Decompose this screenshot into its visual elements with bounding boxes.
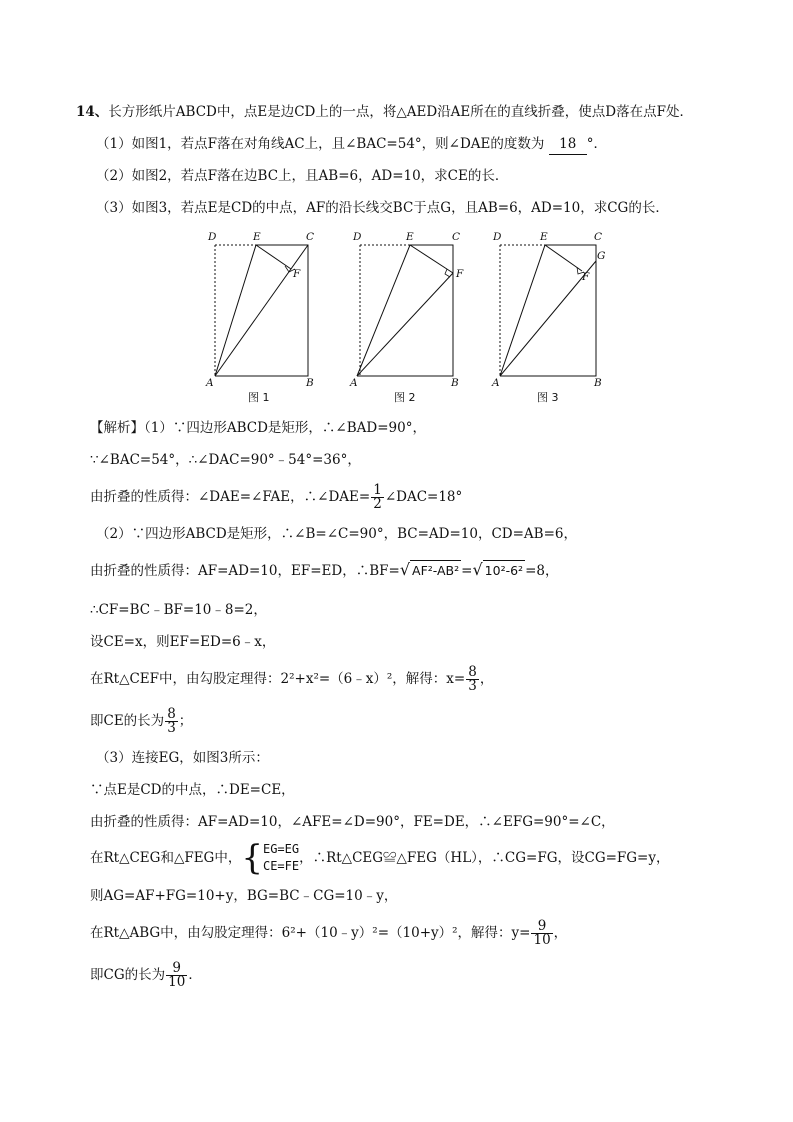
- sqrt-expression-2: 10²-6²: [483, 560, 525, 581]
- fig3-label-a: A: [492, 377, 500, 389]
- fig3-label-d: D: [493, 231, 502, 243]
- fig1-label-d: D: [208, 231, 217, 243]
- solution-1c-post: ∠DAC=18°: [384, 489, 463, 505]
- problem-number: 14、: [76, 104, 109, 120]
- fraction-eight-thirds: [165, 708, 178, 735]
- fig2-label-f: F: [456, 268, 464, 280]
- equation-system: [241, 838, 300, 878]
- solution-3g-pre: 即CG的长为: [90, 967, 166, 983]
- equation-stack: [263, 841, 299, 875]
- fig3-label-b: B: [594, 377, 602, 389]
- solution-3d-post: ，∴Rt△CEG≌△FEG（HL），∴CG=FG，设CG=FG=y，: [299, 850, 670, 866]
- solution-1a: 【解析】（1）∵四边形ABCD是矩形，∴∠BAD=90°，: [90, 420, 426, 436]
- problem-stem-text: 长方形纸片ABCD中，点E是边CD上的一点，将△AED沿AE所在的直线折叠，使点D落在点F处．: [108, 104, 693, 120]
- solution-2f-post: ；: [178, 713, 193, 729]
- solution-1b: ∵∠BAC=54°，∴∠DAC=90°﹣54°=36°，: [90, 452, 361, 468]
- fraction-nine-tenths: [531, 920, 552, 947]
- fig2-label-d: D: [353, 231, 362, 243]
- fig1-label-c: C: [306, 231, 315, 243]
- fraction-numerator: 8: [468, 664, 477, 680]
- solution-3f: [90, 920, 567, 947]
- solution-3b: ∵点E是CD的中点，∴DE=CE，: [90, 782, 295, 798]
- figure-2: [357, 245, 453, 376]
- answer-blank: 18: [549, 134, 587, 155]
- problem-stem: [76, 102, 693, 122]
- solution-2f-pre: 即CE的长为: [90, 713, 165, 729]
- solution-2f: [90, 708, 192, 735]
- fig2-label-c: C: [452, 231, 461, 243]
- fig2-label-b: B: [451, 377, 459, 389]
- solution-2a: （2）∵四边形ABCD是矩形，∴∠B=∠C=90°，BC=AD=10，CD=AB=6，: [96, 526, 577, 542]
- sqrt-expression-1: AF²-AB²: [410, 560, 461, 581]
- fig3-label-f: F: [582, 271, 590, 283]
- fraction-eight-thirds: [466, 666, 479, 693]
- solution-3c: 由折叠的性质得：AF=AD=10，∠AFE=∠D=90°，FE=DE，∴∠EFG=90°=∠C，: [90, 814, 615, 830]
- fraction-numerator: 8: [167, 706, 176, 722]
- solution-3f-pre: 在Rt△ABG中，由勾股定理得：6²+（10﹣y）²=（10+y）²，解得：y=: [90, 925, 531, 941]
- left-brace-icon: {: [241, 838, 263, 878]
- solution-2c: ∴CF=BC﹣BF=10﹣8=2，: [90, 602, 267, 618]
- solution-3d: [90, 838, 670, 878]
- solution-3g: [90, 962, 202, 989]
- sqrt-icon: √: [472, 560, 483, 579]
- fraction-numerator: 1: [373, 482, 382, 498]
- fraction-denominator: 2: [373, 496, 382, 512]
- question-3: （3）如图3，若点E是CD的中点，AF的沿长线交BC于点G，且AB=6，AD=10，求CG的长．: [96, 200, 669, 216]
- figure-1: [215, 245, 308, 376]
- solution-2e-post: ，: [479, 671, 494, 687]
- fraction-denominator: 10: [168, 974, 186, 990]
- fig2-label-e: E: [406, 231, 414, 243]
- equation-bottom: CE=FE: [262, 859, 300, 873]
- figures: [200, 228, 610, 408]
- fraction-denominator: 3: [167, 720, 176, 736]
- solution-3f-post: ，: [553, 925, 568, 941]
- solution-3g-post: ．: [188, 967, 202, 983]
- fraction-one-half: [371, 484, 384, 511]
- solution-1c-pre: 由折叠的性质得：∠DAE=∠FAE，∴∠DAE=: [90, 489, 371, 505]
- solution-2b-post: =8，: [525, 563, 559, 579]
- question-1: [96, 134, 607, 155]
- solution-2b: [90, 560, 558, 581]
- question-1-unit: °．: [586, 136, 607, 152]
- sqrt-icon: √: [399, 560, 411, 579]
- solution-1c: [90, 484, 462, 511]
- question-1-text: （1）如图1，若点F落在对角线AC上，且∠BAC=54°，则∠DAE的度数为: [96, 136, 545, 152]
- fig1-caption: 图 1: [248, 391, 270, 404]
- solution-3d-pre: 在Rt△CEG和△FEG中，: [90, 850, 242, 866]
- solution-3a: （3）连接EG，如图3所示：: [96, 750, 269, 766]
- fig2-label-a: A: [350, 377, 358, 389]
- fraction-denominator: 3: [468, 678, 477, 694]
- solution-2d: 设CE=x，则EF=ED=6﹣x，: [90, 634, 276, 650]
- fig1-label-e: E: [253, 231, 261, 243]
- solution-2b-pre: 由折叠的性质得：AF=AD=10，EF=ED，∴BF=: [90, 563, 400, 579]
- equals-sign: =: [461, 563, 473, 579]
- solution-3e: 则AG=AF+FG=10+y，BG=BC﹣CG=10﹣y，: [90, 888, 398, 904]
- solution-2e: [90, 666, 493, 693]
- fig3-caption: 图 3: [537, 391, 559, 404]
- equation-top: EG=EG: [262, 842, 300, 856]
- fraction-numerator: 9: [166, 962, 187, 976]
- question-2: （2）如图2，若点F落在边BC上，且AB=6，AD=10，求CE的长．: [96, 168, 509, 184]
- fraction-numerator: 9: [531, 920, 552, 934]
- fig1-label-f: F: [293, 268, 301, 280]
- figure-3: [500, 245, 596, 376]
- fig3-label-e: E: [540, 231, 548, 243]
- fig3-label-g: G: [597, 250, 606, 262]
- fig1-label-b: B: [306, 377, 314, 389]
- fig1-label-a: A: [206, 377, 214, 389]
- solution-2e-pre: 在Rt△CEF中，由勾股定理得：2²+x²=（6﹣x）²，解得：x=: [90, 671, 466, 687]
- fraction-nine-tenths: [166, 962, 187, 989]
- fig2-caption: 图 2: [394, 391, 416, 404]
- fraction-denominator: 10: [533, 932, 551, 948]
- fig3-label-c: C: [594, 231, 603, 243]
